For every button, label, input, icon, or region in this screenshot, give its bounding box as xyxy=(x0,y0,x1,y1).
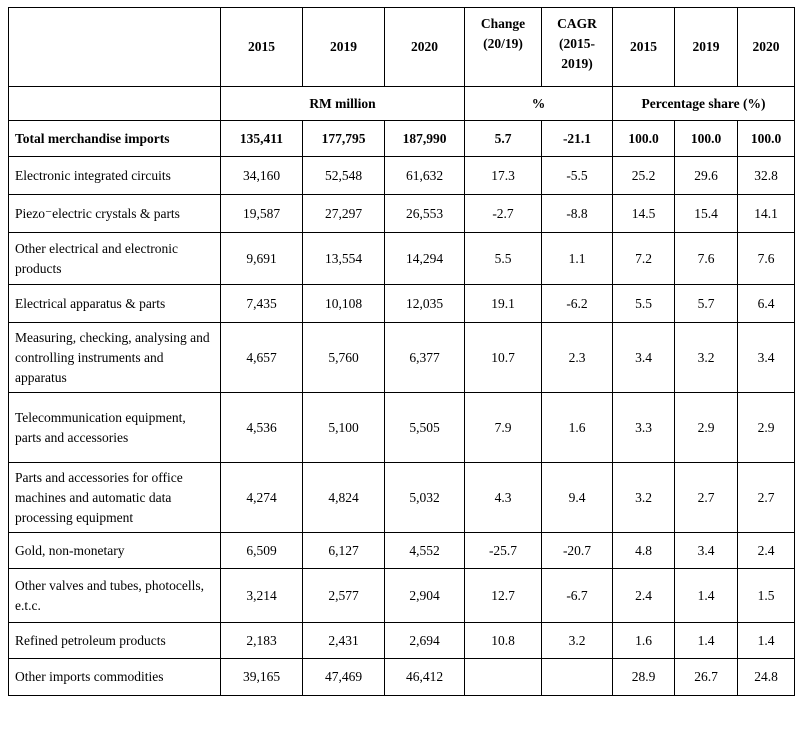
share-2015: 100.0 xyxy=(613,121,675,157)
share-2019: 1.4 xyxy=(675,569,738,623)
value-2015: 4,536 xyxy=(221,393,303,463)
table-row xyxy=(9,569,795,623)
header-share-2020: 2020 xyxy=(738,8,795,87)
share-2015: 3.4 xyxy=(613,323,675,393)
share-2020: 6.4 xyxy=(738,285,795,323)
value-2020: 4,552 xyxy=(385,533,465,569)
value-2015: 6,509 xyxy=(221,533,303,569)
change-cell: -2.7 xyxy=(465,195,542,233)
share-2015: 28.9 xyxy=(613,659,675,696)
value-2020: 5,505 xyxy=(385,393,465,463)
header-cagr: CAGR (2015-2019) xyxy=(542,8,613,87)
row-label: Telecommunication equipment, parts and accessories xyxy=(9,393,221,463)
cagr-cell: -6.7 xyxy=(542,569,613,623)
share-2019: 1.4 xyxy=(675,623,738,659)
row-label: Measuring, checking, analysing and controlling instruments and apparatus xyxy=(9,323,221,393)
header-share-2015: 2015 xyxy=(613,8,675,87)
units-row xyxy=(9,87,795,121)
share-2015: 3.3 xyxy=(613,393,675,463)
share-2020: 14.1 xyxy=(738,195,795,233)
value-2015: 4,657 xyxy=(221,323,303,393)
change-cell: 5.5 xyxy=(465,233,542,285)
value-2015: 2,183 xyxy=(221,623,303,659)
cagr-cell xyxy=(542,659,613,696)
header-year-2020: 2020 xyxy=(385,8,465,87)
share-2020: 2.4 xyxy=(738,533,795,569)
share-2019: 100.0 xyxy=(675,121,738,157)
value-2019: 2,431 xyxy=(303,623,385,659)
table-row xyxy=(9,233,795,285)
cagr-cell: 1.6 xyxy=(542,393,613,463)
share-2019: 15.4 xyxy=(675,195,738,233)
value-2019: 27,297 xyxy=(303,195,385,233)
units-percentage-share: Percentage share (%) xyxy=(613,87,795,121)
row-label: Electrical apparatus & parts xyxy=(9,285,221,323)
value-2020: 5,032 xyxy=(385,463,465,533)
share-2019: 7.6 xyxy=(675,233,738,285)
value-2019: 47,469 xyxy=(303,659,385,696)
change-cell: 10.7 xyxy=(465,323,542,393)
share-2019: 29.6 xyxy=(675,157,738,195)
value-2020: 12,035 xyxy=(385,285,465,323)
value-2015: 3,214 xyxy=(221,569,303,623)
share-2019: 2.9 xyxy=(675,393,738,463)
row-label: Piezo⁻electric crystals & parts xyxy=(9,195,221,233)
change-cell: 5.7 xyxy=(465,121,542,157)
table-row xyxy=(9,285,795,323)
merchandise-imports-table xyxy=(8,7,795,696)
row-label: Other valves and tubes, photocells, e.t.c. xyxy=(9,569,221,623)
value-2015: 135,411 xyxy=(221,121,303,157)
share-2020: 2.7 xyxy=(738,463,795,533)
header-year-2019: 2019 xyxy=(303,8,385,87)
row-label: Gold, non-monetary xyxy=(9,533,221,569)
row-label: Total merchandise imports xyxy=(9,121,221,157)
value-2020: 2,694 xyxy=(385,623,465,659)
share-2020: 24.8 xyxy=(738,659,795,696)
value-2020: 46,412 xyxy=(385,659,465,696)
header-row xyxy=(9,8,795,87)
value-2015: 7,435 xyxy=(221,285,303,323)
header-year-2015: 2015 xyxy=(221,8,303,87)
header-change: Change (20/19) xyxy=(465,8,542,87)
change-cell: 19.1 xyxy=(465,285,542,323)
change-cell: 7.9 xyxy=(465,393,542,463)
value-2020: 187,990 xyxy=(385,121,465,157)
share-2019: 26.7 xyxy=(675,659,738,696)
value-2015: 34,160 xyxy=(221,157,303,195)
table-row xyxy=(9,157,795,195)
share-2019: 3.4 xyxy=(675,533,738,569)
value-2019: 177,795 xyxy=(303,121,385,157)
value-2015: 9,691 xyxy=(221,233,303,285)
value-2015: 39,165 xyxy=(221,659,303,696)
value-2019: 52,548 xyxy=(303,157,385,195)
table-row xyxy=(9,463,795,533)
cagr-cell: -20.7 xyxy=(542,533,613,569)
table-row xyxy=(9,323,795,393)
value-2019: 10,108 xyxy=(303,285,385,323)
value-2019: 5,760 xyxy=(303,323,385,393)
share-2020: 2.9 xyxy=(738,393,795,463)
value-2019: 2,577 xyxy=(303,569,385,623)
share-2015: 25.2 xyxy=(613,157,675,195)
share-2015: 4.8 xyxy=(613,533,675,569)
share-2019: 3.2 xyxy=(675,323,738,393)
total-row xyxy=(9,121,795,157)
share-2015: 5.5 xyxy=(613,285,675,323)
units-percent: % xyxy=(465,87,613,121)
share-2015: 3.2 xyxy=(613,463,675,533)
row-label: Electronic integrated circuits xyxy=(9,157,221,195)
share-2020: 100.0 xyxy=(738,121,795,157)
row-label: Other electrical and electronic products xyxy=(9,233,221,285)
units-rm-million: RM million xyxy=(221,87,465,121)
row-label: Other imports commodities xyxy=(9,659,221,696)
share-2015: 1.6 xyxy=(613,623,675,659)
cagr-cell: 2.3 xyxy=(542,323,613,393)
units-blank-cell xyxy=(9,87,221,121)
cagr-cell: -5.5 xyxy=(542,157,613,195)
cagr-cell: 9.4 xyxy=(542,463,613,533)
cagr-cell: -6.2 xyxy=(542,285,613,323)
change-cell: -25.7 xyxy=(465,533,542,569)
change-cell xyxy=(465,659,542,696)
value-2019: 5,100 xyxy=(303,393,385,463)
share-2015: 2.4 xyxy=(613,569,675,623)
header-share-2019: 2019 xyxy=(675,8,738,87)
value-2020: 6,377 xyxy=(385,323,465,393)
table-row xyxy=(9,393,795,463)
table-row xyxy=(9,195,795,233)
value-2020: 14,294 xyxy=(385,233,465,285)
value-2015: 4,274 xyxy=(221,463,303,533)
change-cell: 4.3 xyxy=(465,463,542,533)
value-2020: 61,632 xyxy=(385,157,465,195)
value-2015: 19,587 xyxy=(221,195,303,233)
cagr-cell: 1.1 xyxy=(542,233,613,285)
value-2019: 4,824 xyxy=(303,463,385,533)
change-cell: 10.8 xyxy=(465,623,542,659)
change-cell: 17.3 xyxy=(465,157,542,195)
cagr-cell: -21.1 xyxy=(542,121,613,157)
share-2019: 5.7 xyxy=(675,285,738,323)
share-2019: 2.7 xyxy=(675,463,738,533)
header-blank-cell xyxy=(9,8,221,87)
table-row xyxy=(9,623,795,659)
row-label: Refined petroleum products xyxy=(9,623,221,659)
cagr-cell: 3.2 xyxy=(542,623,613,659)
value-2020: 26,553 xyxy=(385,195,465,233)
table-row xyxy=(9,659,795,696)
share-2015: 14.5 xyxy=(613,195,675,233)
share-2015: 7.2 xyxy=(613,233,675,285)
share-2020: 7.6 xyxy=(738,233,795,285)
cagr-cell: -8.8 xyxy=(542,195,613,233)
row-label: Parts and accessories for office machines and automatic data processing equipment xyxy=(9,463,221,533)
share-2020: 32.8 xyxy=(738,157,795,195)
share-2020: 1.5 xyxy=(738,569,795,623)
share-2020: 1.4 xyxy=(738,623,795,659)
value-2020: 2,904 xyxy=(385,569,465,623)
value-2019: 6,127 xyxy=(303,533,385,569)
table-row xyxy=(9,533,795,569)
value-2019: 13,554 xyxy=(303,233,385,285)
share-2020: 3.4 xyxy=(738,323,795,393)
change-cell: 12.7 xyxy=(465,569,542,623)
